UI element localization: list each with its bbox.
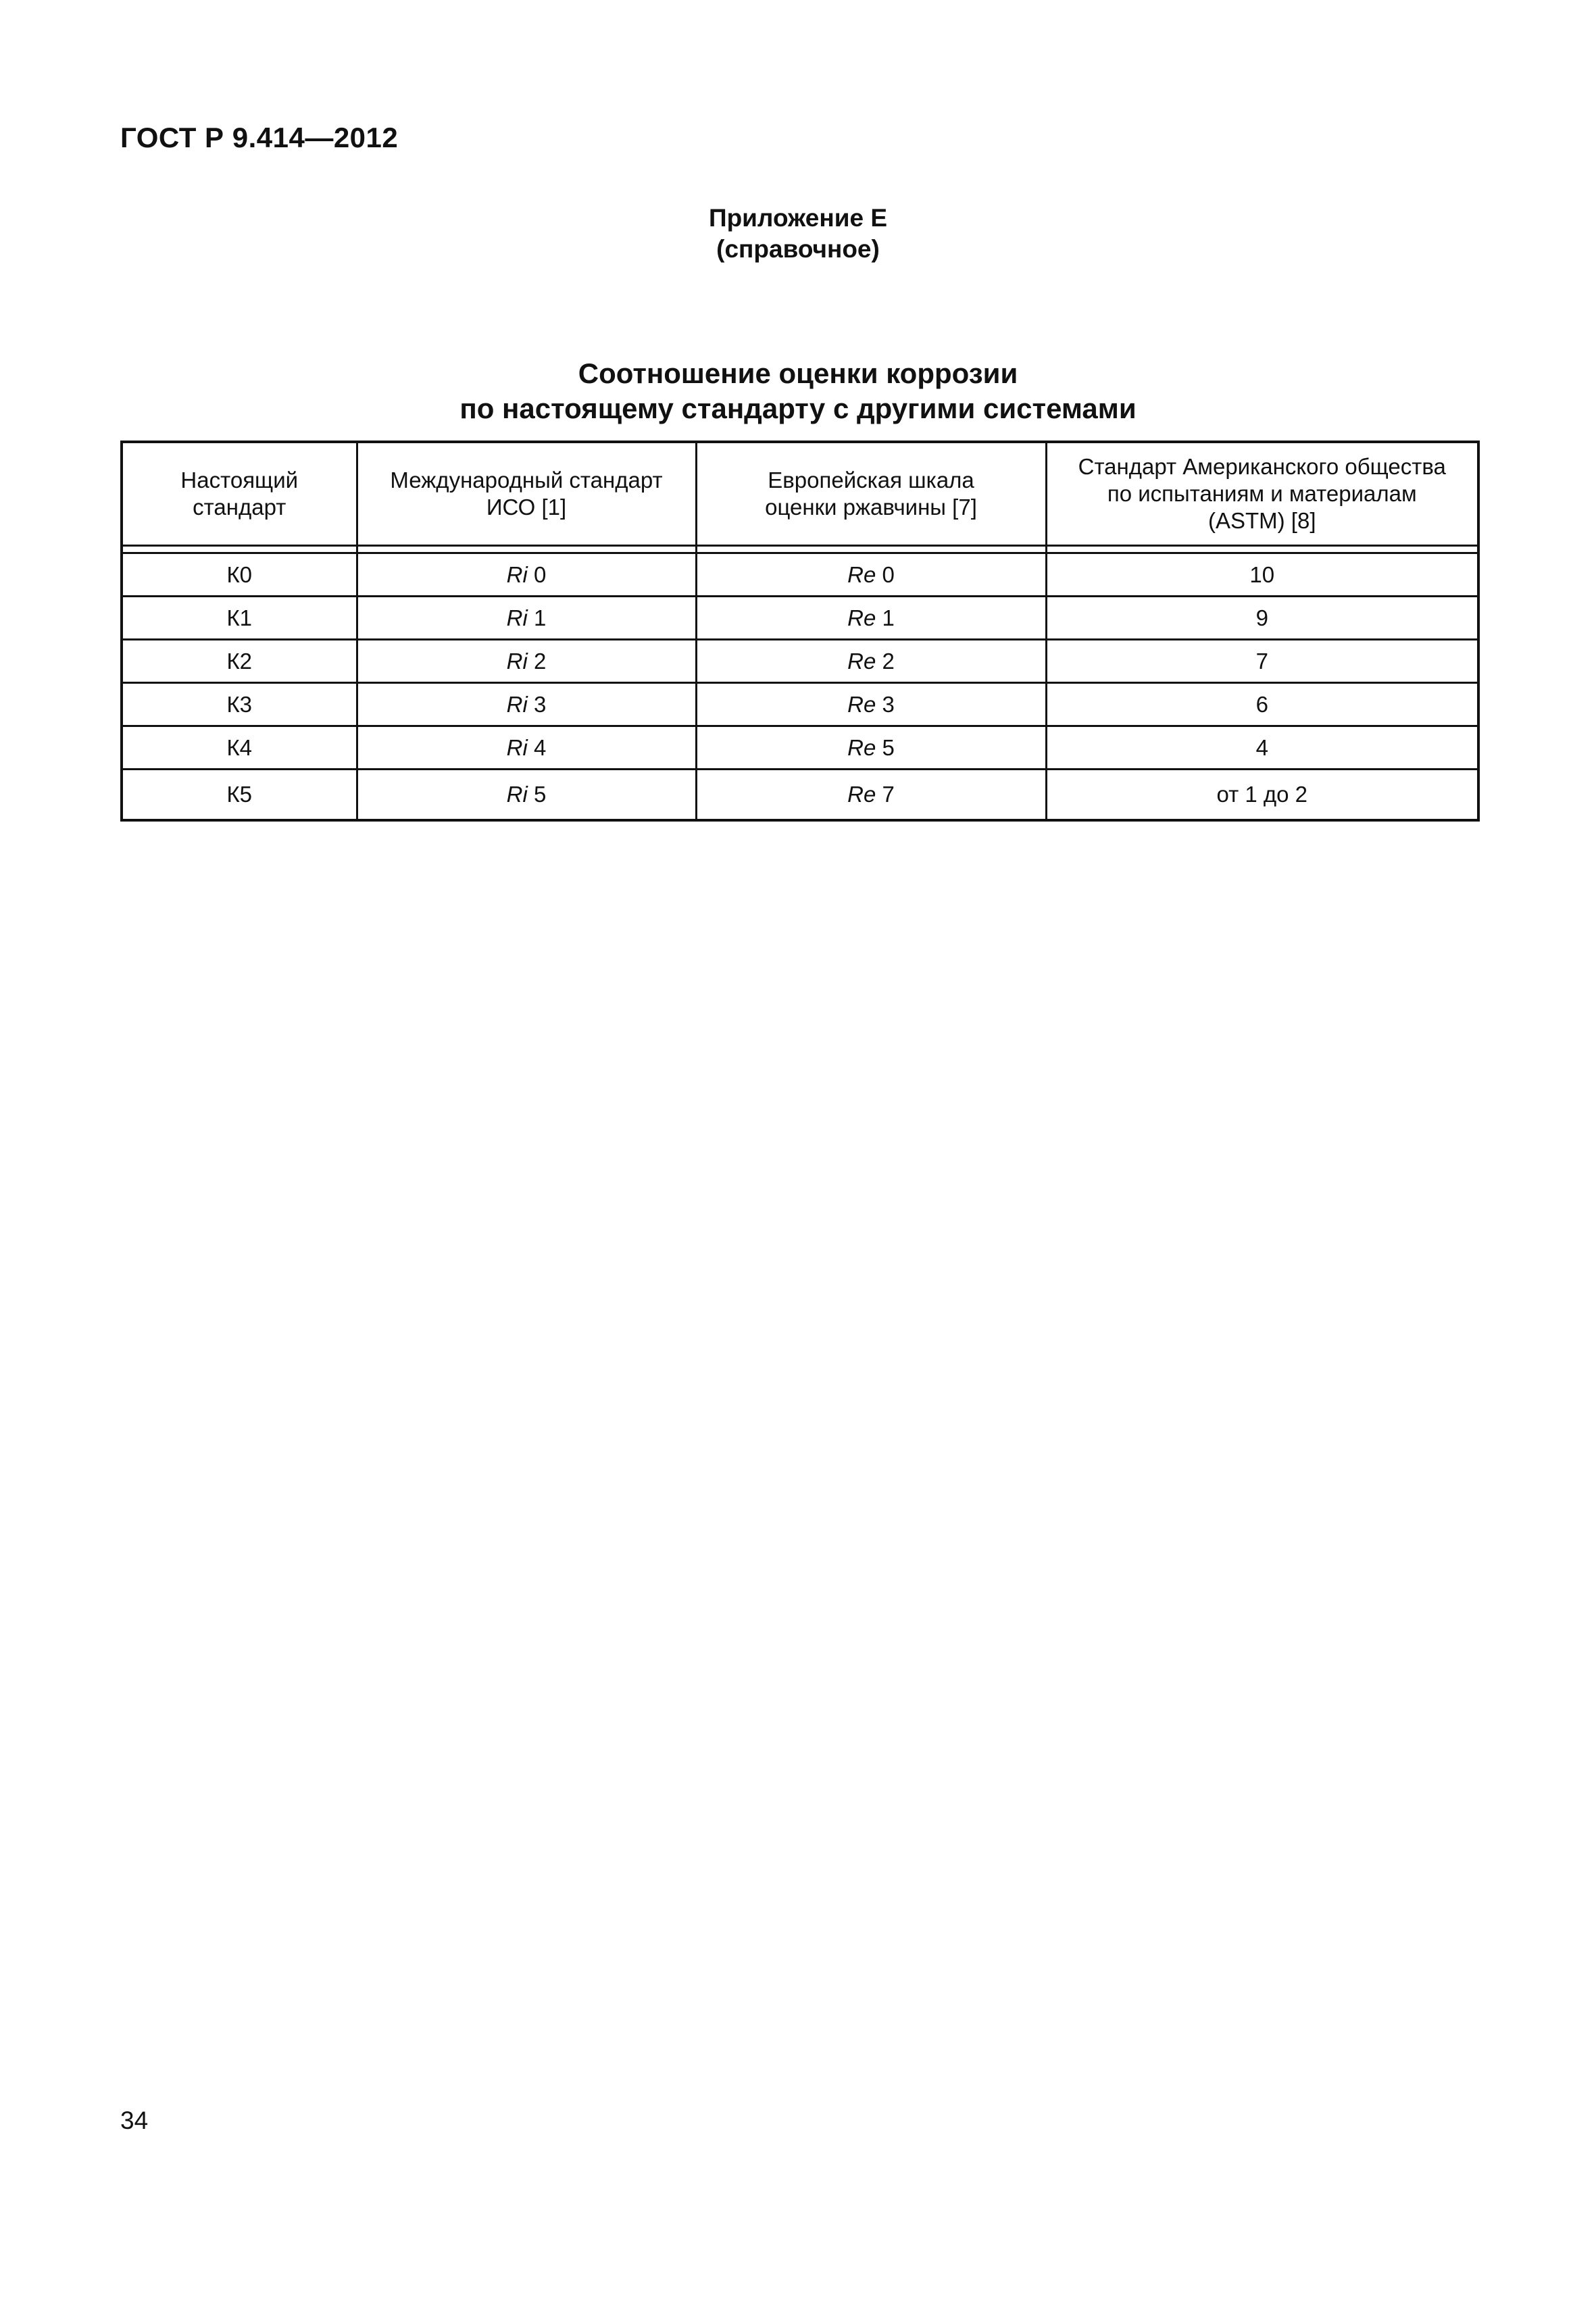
table-header-row bbox=[122, 442, 1478, 546]
header-line: оценки ржавчины [7] bbox=[765, 495, 977, 520]
cell-european-grade bbox=[696, 597, 1046, 640]
cell-iso-grade bbox=[357, 597, 696, 640]
table-row bbox=[122, 770, 1478, 821]
cell-astm-grade: от 1 до 2 bbox=[1046, 770, 1478, 821]
cell-european-grade bbox=[696, 683, 1046, 726]
document-code: ГОСТ Р 9.414—2012 bbox=[120, 122, 399, 153]
cell-european-grade bbox=[696, 640, 1046, 683]
eu-number: 2 bbox=[882, 648, 895, 674]
cell-current-standard: К1 bbox=[122, 597, 357, 640]
iso-number: 1 bbox=[533, 605, 547, 630]
iso-prefix: Ri bbox=[506, 648, 528, 674]
iso-number: 5 bbox=[533, 782, 547, 807]
eu-number: 1 bbox=[882, 605, 895, 630]
table-row bbox=[122, 553, 1478, 597]
iso-prefix: Ri bbox=[506, 561, 528, 587]
appendix-heading bbox=[0, 203, 1596, 265]
header-line: Европейская шкала bbox=[768, 468, 974, 493]
cell-iso-grade bbox=[357, 770, 696, 821]
iso-prefix: Ri bbox=[506, 782, 528, 807]
cell-iso-grade bbox=[357, 683, 696, 726]
cell-astm-grade: 7 bbox=[1046, 640, 1478, 683]
eu-number: 7 bbox=[882, 782, 895, 807]
eu-prefix: Re bbox=[847, 734, 876, 760]
header-line: ИСО [1] bbox=[486, 495, 567, 520]
eu-number: 3 bbox=[882, 691, 895, 717]
cell-astm-grade: 9 bbox=[1046, 597, 1478, 640]
cell-iso-grade bbox=[357, 553, 696, 597]
cell-current-standard: К3 bbox=[122, 683, 357, 726]
cell-current-standard: К0 bbox=[122, 553, 357, 597]
table-row bbox=[122, 597, 1478, 640]
iso-number: 3 bbox=[533, 691, 547, 717]
iso-prefix: Ri bbox=[506, 691, 528, 717]
cell-astm-grade: 10 bbox=[1046, 553, 1478, 597]
header-astm-standard bbox=[1046, 442, 1478, 546]
cell-current-standard: К4 bbox=[122, 726, 357, 770]
iso-number: 2 bbox=[533, 648, 547, 674]
cell-iso-grade bbox=[357, 640, 696, 683]
table-title-line2: по настоящему стандарту с другими системами bbox=[459, 393, 1137, 424]
iso-number: 4 bbox=[533, 734, 547, 760]
header-line: (ASTM) [8] bbox=[1207, 508, 1316, 533]
header-line: Международный стандарт bbox=[390, 468, 663, 493]
cell-astm-grade: 4 bbox=[1046, 726, 1478, 770]
header-line: Настоящий bbox=[180, 468, 299, 493]
cell-current-standard: К5 bbox=[122, 770, 357, 821]
header-separator-row bbox=[122, 546, 1478, 553]
table-row bbox=[122, 726, 1478, 770]
cell-iso-grade bbox=[357, 726, 696, 770]
header-iso-standard bbox=[357, 442, 696, 546]
table-row bbox=[122, 640, 1478, 683]
eu-prefix: Re bbox=[847, 605, 876, 630]
cell-current-standard: К2 bbox=[122, 640, 357, 683]
cell-european-grade bbox=[696, 770, 1046, 821]
page-number: 34 bbox=[120, 2107, 149, 2134]
eu-number: 0 bbox=[882, 561, 895, 587]
table-row bbox=[122, 683, 1478, 726]
eu-prefix: Re bbox=[847, 648, 876, 674]
iso-prefix: Ri bbox=[506, 734, 528, 760]
iso-prefix: Ri bbox=[506, 605, 528, 630]
correlation-table bbox=[120, 441, 1480, 822]
header-line: по испытаниям и материалам bbox=[1107, 481, 1417, 506]
header-line: Стандарт Американского общества bbox=[1078, 454, 1446, 479]
header-line: стандарт bbox=[193, 495, 286, 520]
eu-prefix: Re bbox=[847, 782, 876, 807]
appendix-name: Приложение Е bbox=[708, 204, 888, 232]
appendix-type: (справочное) bbox=[716, 235, 880, 263]
eu-prefix: Re bbox=[847, 561, 876, 587]
table-title bbox=[0, 356, 1596, 426]
eu-number: 5 bbox=[882, 734, 895, 760]
cell-european-grade bbox=[696, 726, 1046, 770]
iso-number: 0 bbox=[533, 561, 547, 587]
cell-european-grade bbox=[696, 553, 1046, 597]
cell-astm-grade: 6 bbox=[1046, 683, 1478, 726]
table-title-line1: Соотношение оценки коррозии bbox=[578, 357, 1018, 389]
eu-prefix: Re bbox=[847, 691, 876, 717]
header-current-standard bbox=[122, 442, 357, 546]
header-european-scale bbox=[696, 442, 1046, 546]
